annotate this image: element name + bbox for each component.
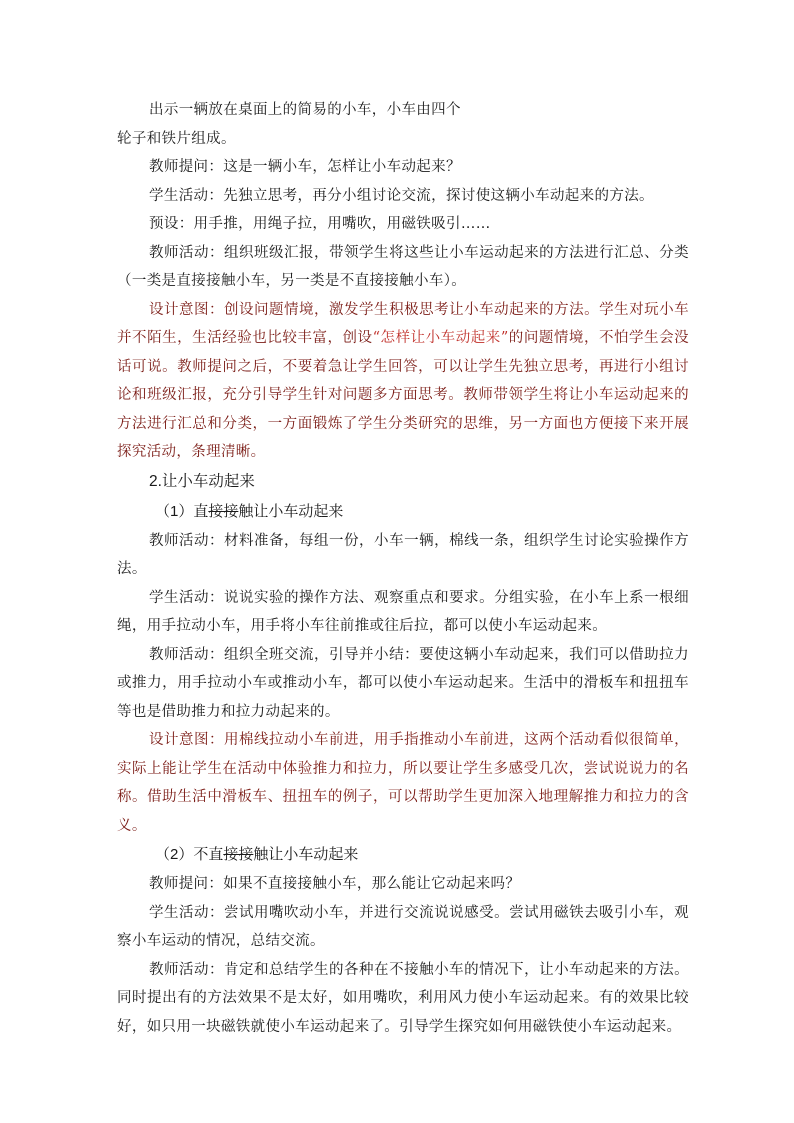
design-intent-1-part-a: 设计意图：创设问题情境，激发学生积极思考让小车动起来的方法。学生对玩小车并不陌生，生活经验也比较丰富，创设 [117, 301, 689, 346]
subheading-1-strike: 接接 [208, 502, 239, 520]
subheading-2-prefix: （2）不直 [155, 846, 224, 863]
design-intent-2: 设计意图：用棉线拉动小车前进，用手指推动小车前进，这两个活动看似很简单，实际上能让学生在活动中体验推力和拉力，所以要让学生多感受几次，尝试说说力的名称。借助生活中滑板车、扭扭车的例子，可以帮助学生更加深入地理解推力和拉力的含义。 [117, 732, 689, 834]
design-intent-1 [117, 296, 689, 467]
document-page [117, 96, 689, 1041]
paragraph-preset: 预设：用手推，用绳子拉，用嘴吹，用磁铁吸引…… [149, 216, 491, 232]
paragraph-class-exchange: 教师活动：组织全班交流，引导并小结：要使这辆小车动起来，我们可以借助拉力或推力，用手拉动小车或推动小车，都可以使小车运动起来。生活中的滑板车和扭扭车等也是借助推力和拉力动起来的。 [117, 646, 689, 720]
paragraph-materials: 教师活动：材料准备，每组一份，小车一辆，棉线一条，组织学生讨论实验操作方法。 [117, 532, 689, 577]
subheading-1-suffix: 触让小车动起来 [238, 502, 344, 520]
paragraph-teacher-question: 教师提问：这是一辆小车，怎样让小车动起来？ [149, 159, 461, 175]
paragraph-teacher-activity: 教师活动：组织班级汇报，带领学生将这些让小车运动起来的方法进行汇总、分类（一类是直接接触小车，另一类是不直接接触小车）。 [117, 244, 689, 289]
subheading-2-suffix: 触让小车动起来 [253, 846, 359, 863]
paragraph-experiment: 学生活动：说说实验的操作方法、观察重点和要求。分组实验，在小车上系一根细绳，用手拉动小车，用手将小车往前推或往后拉，都可以使小车运动起来。 [117, 589, 689, 634]
design-intent-1-quote: “怎样让小车动起来” [372, 330, 509, 346]
subheading-1-prefix: （1）直 [155, 502, 209, 520]
design-intent-1-part-b: 的问题情境，不怕学生会没话可说。教师提问之后，不要着急让学生回答，可以让学生先独立思考，再进行小组讨论和班级汇报，充分引导学生针对问题多方面思考。教师带领学生将让小车运动起来的方法进行汇总和分类，一方面锻炼了学生分类研究的思维，另一方面也方便接下来开展探究活动，条理清晰。 [117, 330, 690, 460]
section-heading: 2.让小车动起来 [149, 472, 255, 490]
subheading-direct-contact [117, 497, 689, 527]
subheading-indirect-contact [117, 840, 689, 870]
paragraph-intro-line1: 出示一辆放在桌面上的简易的小车，小车由四个 [149, 102, 461, 118]
paragraph-intro-line2: 轮子和铁片组成。 [117, 130, 236, 147]
paragraph-student-activity: 学生活动：先独立思考，再分小组讨论交流，探讨使这辆小车动起来的方法。 [149, 187, 654, 204]
subheading-2-strike: 接接 [223, 846, 254, 863]
paragraph-teacher-activity-2: 教师活动：肯定和总结学生的各种在不接触小车的情况下，让小车动起来的方法。同时提出有的方法效果不是太好，如用嘴吹，利用风力使小车运动起来。有的效果比较好，如只用一块磁铁就使小车运动起来了。引导学生探究如何用磁铁使小车运动起来。 [117, 961, 689, 1035]
paragraph-teacher-question-2: 教师提问：如果不直接接触小车，那么能让它动起来吗？ [149, 876, 521, 892]
paragraph-student-activity-2: 学生活动：尝试用嘴吹动小车，并进行交流说说感受。尝试用磁铁去吸引小车，观察小车运动的情况，总结交流。 [117, 904, 689, 949]
